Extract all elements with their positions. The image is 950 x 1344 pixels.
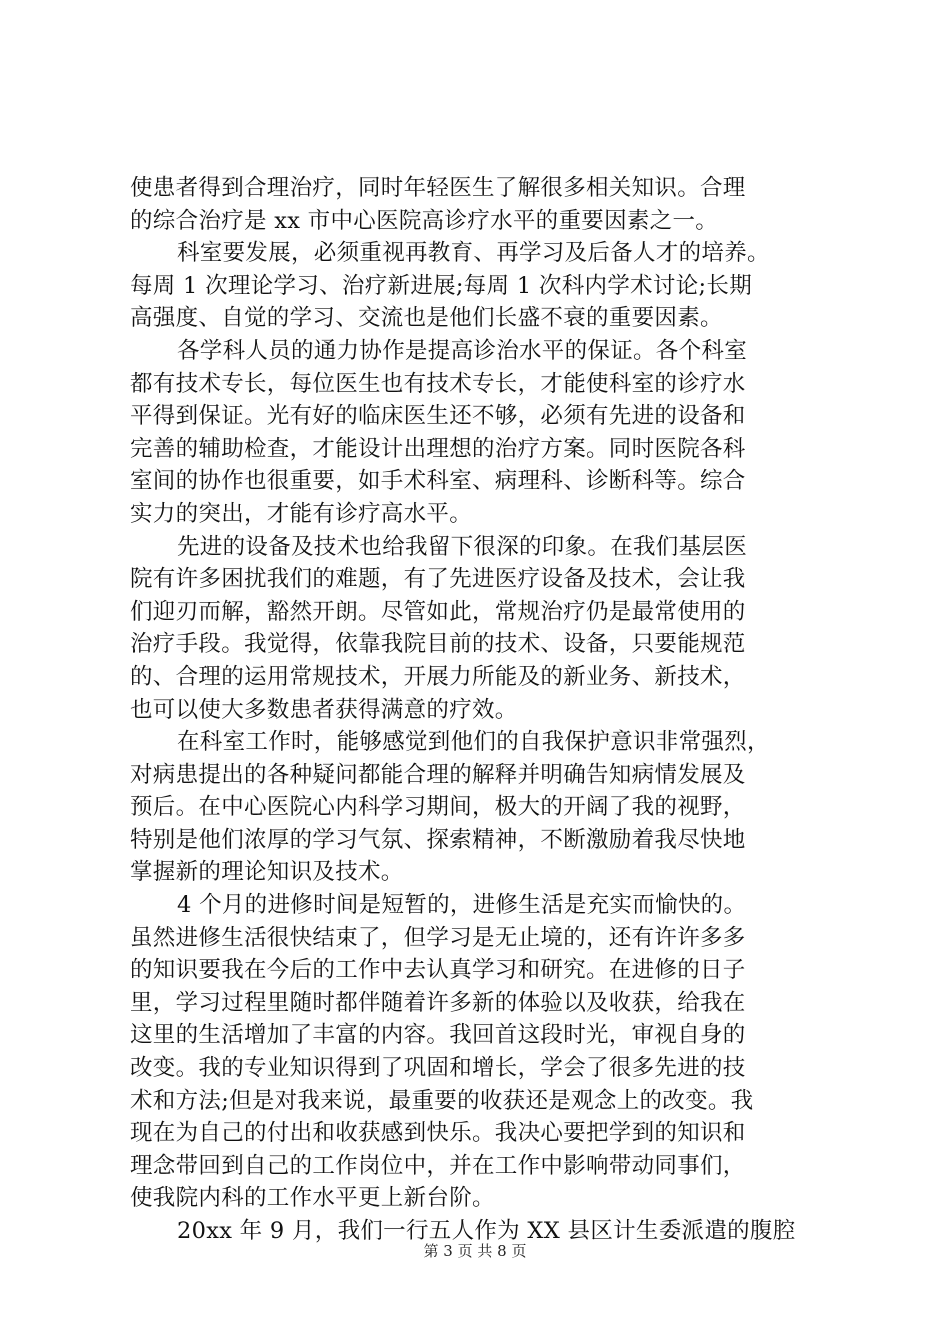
text-line: 对病患提出的各种疑问都能合理的解释并明确告知病情发展及 <box>130 761 746 788</box>
text-line: 每周 1 次理论学习、治疗新进展;每周 1 次科内学术讨论;长期 <box>130 272 753 299</box>
text-line: 掌握新的理论知识及技术。 <box>130 859 404 886</box>
text-line: 科室要发展，必须重视再教育、再学习及后备人才的培养。 <box>177 240 770 267</box>
text-line: 的综合治疗是 xx 市中心医院高诊疗水平的重要因素之一。 <box>130 207 719 234</box>
text-line: 使我院内科的工作水平更上新台阶。 <box>130 1185 495 1212</box>
text-line: 术和方法;但是对我来说，最重要的收获还是观念上的改变。我 <box>130 1087 754 1114</box>
text-line: 改变。我的专业知识得到了巩固和增长，学会了很多先进的技 <box>130 1055 746 1082</box>
text-line: 都有技术专长，每位医生也有技术专长，才能使科室的诊疗水 <box>130 370 746 397</box>
page-footer <box>0 1241 950 1261</box>
text-line: 预后。在中心医院心内科学习期间，极大的开阔了我的视野， <box>130 794 746 821</box>
text-line: 这里的生活增加了丰富的内容。我回首这段时光，审视自身的 <box>130 1022 746 1049</box>
text-line: 里，学习过程里随时都伴随着许多新的体验以及收获，给我在 <box>130 989 746 1016</box>
text-line: 使患者得到合理治疗，同时年轻医生了解很多相关知识。合理 <box>130 175 746 201</box>
text-line: 完善的辅助检查，才能设计出理想的治疗方案。同时医院各科 <box>130 435 746 462</box>
text-line: 理念带回到自己的工作岗位中，并在工作中影响带动同事们， <box>130 1152 746 1179</box>
text-line: 的知识要我在今后的工作中去认真学习和研究。在进修的日子 <box>130 957 746 984</box>
text-line: 室间的协作也很重要，如手术科室、病理科、诊断科等。综合 <box>130 468 746 495</box>
document-body <box>130 172 835 1248</box>
text-line: 实力的突出，才能有诊疗高水平。 <box>130 500 473 527</box>
text-line: 也可以使大多数患者获得满意的疗效。 <box>130 696 518 723</box>
text-line: 们迎刃而解，豁然开朗。尽管如此，常规治疗仍是最常使用的 <box>130 598 746 625</box>
text-line: 平得到保证。光有好的临床医生还不够，必须有先进的设备和 <box>130 403 746 430</box>
text-line: 的、合理的运用常规技术，开展力所能及的新业务、新技术， <box>130 663 746 690</box>
text-line: 虽然进修生活很快结束了，但学习是无止境的，还有许许多多 <box>130 924 746 951</box>
text-line: 4 个月的进修时间是短暂的，进修生活是充实而愉快的。 <box>177 892 747 919</box>
text-line: 治疗手段。我觉得，依靠我院目前的技术、设备，只要能规范 <box>130 631 746 658</box>
text-line: 院有许多困扰我们的难题，有了先进医疗设备及技术，会让我 <box>130 566 746 593</box>
page-number-label: 第 3 页 共 8 页 <box>423 1242 527 1260</box>
text-line: 现在为自己的付出和收获感到快乐。我决心要把学到的知识和 <box>130 1120 746 1147</box>
text-line: 20xx 年 9 月，我们一行五人作为 XX 县区计生委派遣的腹腔 <box>177 1218 796 1244</box>
text-line: 高强度、自觉的学习、交流也是他们长盛不衰的重要因素。 <box>130 305 723 332</box>
text-line: 特别是他们浓厚的学习气氛、探索精神，不断激励着我尽快地 <box>130 826 746 853</box>
text-line: 先进的设备及技术也给我留下很深的印象。在我们基层医 <box>177 533 748 560</box>
text-line: 各学科人员的通力协作是提高诊治水平的保证。各个科室 <box>177 337 748 364</box>
text-line: 在科室工作时，能够感觉到他们的自我保护意识非常强烈， <box>177 729 770 756</box>
